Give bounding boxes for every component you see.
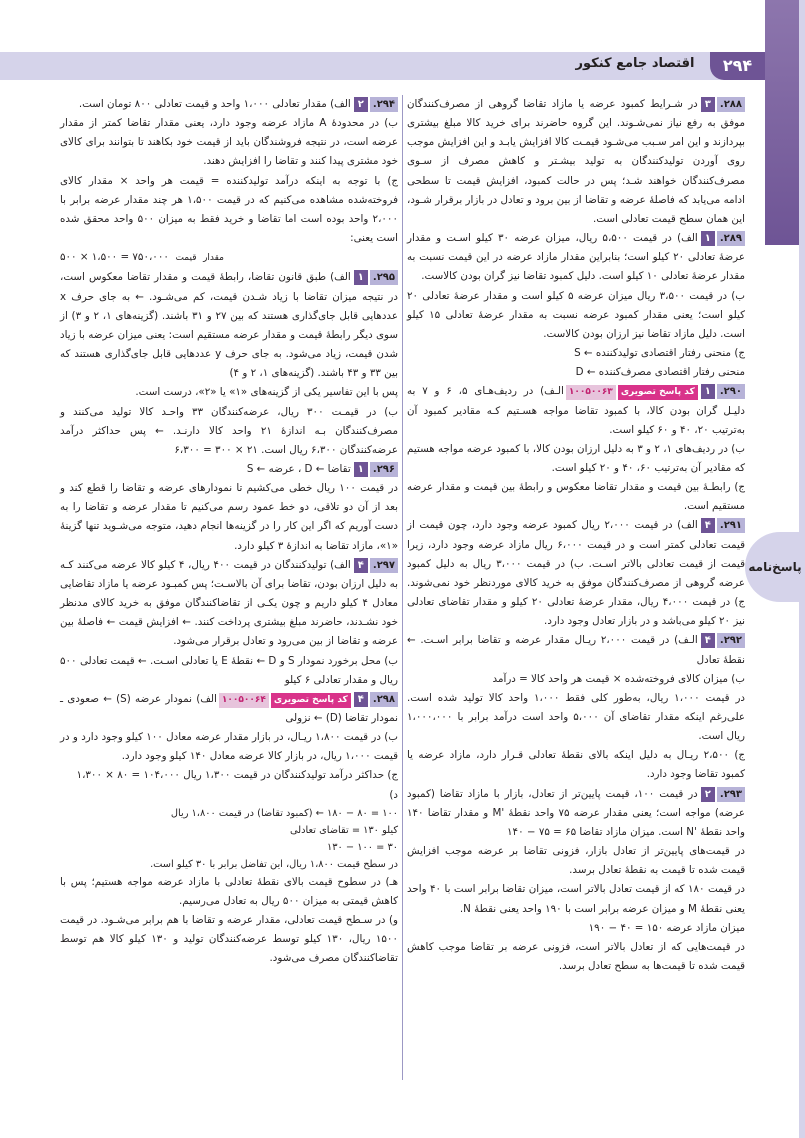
- answer-option: ۴: [354, 692, 368, 707]
- answer-option: ۴: [354, 558, 368, 573]
- answer-option: ۱: [354, 462, 368, 477]
- answer-291: ۲۹۱.۴الف) در قیمت ۲،۰۰۰ ریال کمبود عرضه وجود دارد، چون قیمت از قیمت تعادلی کمتر است و در قیمت ۶،۰۰۰ ریال مازاد عرضه وجود دارد، زیرا قیمت از قیمت تعادلی بالاتر اسـت. ب) در قیمت ۳،۰۰۰ ریال به دلیل کمبود عرضه گروهی از مصرف‌کنندگان موفق به خرید کالای موردنظر خود نمی‌شوند. ج) در قیمت ۴،۰۰۰ ریال، مقدار عرضهٔ تعادلی ۲۰ کیلو و مقدار تقاضای تعادلی نیز ۲۰ کیلو می‌باشد و در بازار تعادل وجود دارد.: [407, 519, 745, 628]
- visual-answer-code-label[interactable]: کد پاسخ تصویری: [271, 693, 351, 708]
- answer-option: ۴: [701, 518, 715, 533]
- question-number: ۲۹۰.: [717, 384, 745, 399]
- answer-295: ۲۹۵.۱الف) طبق قانون تقاضا، رابطهٔ قیمت و مقدار تقاضا معکوس است، در نتیجه میزان تقاضا با زیاد شـدن قیمت، کم می‌شـود. ← به جای حرف x عددهایی قابل جای‌گذاری هستند که بین ۲۷ و ۳۱ باشند. (گزینه‌های ۱، ۲ و ۳) از سوی دیگر رابطهٔ قیمت و مقدار عرضه مستقیم است: یعنی میزان عرضه با زیاد شدن قیمت، زیاد می‌شود. به جای حرف y عددهایی قابل جای‌گذاری هستند که بین ۳۳ و ۴۳ باشند. (گزینه‌های ۱، ۲ و ۴): [60, 271, 398, 380]
- answer-298: ۲۹۸.۴کد پاسخ تصویری۱۰۰۵۰۰۶۴الف) نمودار عرضه (S) ← صعودی ـ نمودار تقاضا (D) ← نزولی: [60, 692, 398, 724]
- paragraph: ب) در قیمت ۳،۵۰۰ ریال میزان عرضه ۵ کیلو است و مقدار عرضهٔ تعادلی ۲۰ کیلو است؛ یعنی مقدار کمبود عرضه نسبت به مقدار عرضهٔ تعادلی ۱۵ کیلو است. دلیل مازاد تقاضا نیز ارزان بودن کالاست.: [407, 289, 745, 340]
- question-number: ۲۹۵.: [370, 270, 398, 285]
- question-number: ۲۹۶.: [370, 462, 398, 477]
- answer-290: ۲۹۰.۱کد پاسخ تصویری۱۰۰۵۰۰۶۳الـف) در ردیف‌هـای ۵، ۶ و ۷ به دلیـل گران بودن کالا، با کمبود تقاضا مواجه هسـتیم کـه مقادیر کمبود آن به‌ترتیب ۲۰، ۴۰ و ۶۰ کیلو است.: [407, 385, 745, 436]
- answer-288: ۲۸۸.۳در شـرایط کمبود عرضه یا مازاد تقاضا گروهی از مصرف‌کنندگان موفق به رفع نیاز نمی‌شـوند. این گروه حاضرند برای خرید کالا مبلغ بیشتری بپردازند و این امر سـبب می‌شـود قیمـت کالا افزایش یابـد و این افزایش موجب روی آوردن تولیدکنندگان به تولید بیشـتر و کاهش مصرف از سـوی مصرف‌کنندگان خواهند شـد؛ پس در حالت کمبود، افزایش قیمت تا سطحی ادامه می‌یابد که فاصلهٔ عرضه و تقاضا از بین برود و تعادل در بازار برقرار شـود، این همان سطح قیمت تعادلی است.: [407, 98, 745, 225]
- answer-option: ۱: [701, 384, 715, 399]
- answer-289: ۲۸۹.۱الف) در قیمت ۵،۵۰۰ ریال، میزان عرضه ۳۰ کیلو اسـت و مقدار عرضهٔ تعادلی ۲۰ کیلو است؛ بنابراین مقدار مازاد عرضه در این قیمت نسبت به مقدار عرضهٔ تعادلی ۱۰ کیلو است. دلیل کمبود تقاضا نیز گران بودن کالاست.: [407, 232, 745, 283]
- answer-296: ۲۹۶.۱تقاضا ← D ، عرضه ← S: [60, 460, 398, 479]
- answer-option: ۲: [354, 97, 368, 112]
- paragraph: ج) رابطـهٔ بین قیمت و مقدار تقاضا معکوس و رابطهٔ بین قیمت و مقدار عرضه مستقیم است.: [407, 481, 745, 513]
- answer-option: ۱: [701, 231, 715, 246]
- answer-option: ۴: [701, 633, 715, 648]
- paragraph: منحنی رفتار اقتصادی مصرف‌کننده ← D: [575, 366, 745, 379]
- paragraph: ب) در قیمـت ۳۰۰ ریال، عرضه‌کنندگان ۳۳ واحـد کالا تولید می‌کنند و مصرف‌کنندگان بـه اندازهٔ ۲۱ واحد کالا دارنـد. ← پس حداکثر درآمد عرضه‌کنندگان ۶،۳۰۰ ریال است. ۲۱ × ۳۰۰ = ۶،۳۰۰: [60, 405, 399, 456]
- paragraph: در قیمت ۱،۰۰۰ ریال، به‌طور کلی فقط ۱،۰۰۰ واحد کالا تولید شده است. علی‌رغم اینکه مقدار تقاضای آن ۵،۰۰۰ واحد است درآمد برابر با ۱،۰۰۰،۰۰۰ ریال است.: [407, 691, 745, 743]
- paragraph: ب) در ردیف‌های ۱، ۲ و ۳ به دلیل ارزان بودن کالا، با کمبود عرضه مواجه هستیم که مقادیر آن به‌ترتیب ۶۰، ۴۰ و ۲۰ کیلو است.: [407, 442, 745, 474]
- answer-297: ۲۹۷.۴الف) تولیدکنندگان در قیمت ۴۰۰ ریال، ۴ کیلو کالا عرضه می‌کنند کـه به دلیل ارزان بودن، تقاضا برای آن بالاسـت؛ پس کمبـود عرضه یا مازاد تقاضایی معادل ۴ کیلو داریم و چون یکـی از تقاضاکنندگان موفق به خرید کالای مدنظر خود نشـدند، حاضرند مبلغ بیشتری پرداخت کنند. ← افزایش قیمت ← فاصلهٔ بین عرضه و تقاضا از بین می‌رود و تعادل برقرار می‌شود.: [60, 558, 398, 648]
- column-divider: [402, 95, 403, 1080]
- difference-equation-block: ۱۰۰ = ۸۰ − ۱۸۰ ← (کمبود تقاضا) در قیمت ۱،۸۰۰ ریال کیلو ۱۳۰ = تقاضای تعادلی ۳۰ = ۱۰۰ − ۱۳۰ در سطح قیمت ۱،۸۰۰ ریال، این تفاضل برابر با ۳۰ کیلو است.: [150, 807, 398, 870]
- paragraph: ج) منحنی رفتار اقتصادی تولیدکننده ← S: [574, 347, 745, 360]
- answer-option: ۱: [354, 270, 368, 285]
- paragraph: ب) در محدودهٔ A مازاد عرضه وجود دارد، یعنی مقدار تقاضا کمتر از مقدار عرضه است، در نتیجه فروشندگان باید از قیمت خود بکاهند تا بتوانند برای کالای خود مشتری پیدا کنند و تقاضا را افزایش دهند.: [60, 117, 398, 168]
- paragraph: پس با این تفاسیر یکی از گزینه‌های «۱» یا «۲»، درست است.: [135, 386, 398, 399]
- question-number: ۲۹۸.: [370, 692, 398, 707]
- left-column: [60, 95, 398, 969]
- question-number: ۲۹۲.: [717, 633, 745, 648]
- answer-292: ۲۹۲.۴الـف) در قیمت ۲،۰۰۰ ریـال مقدار عرضه و تقاضا برابر اسـت. ← نقطهٔ تعادل: [407, 634, 745, 666]
- question-number: ۲۹۳.: [717, 787, 745, 802]
- paragraph: ج) با توجه به اینکه درآمد تولیدکننده = قیمت هر واحد × مقدار کالای فروخته‌شده مشاهده می‌کنیم که در قیمت ۱،۵۰۰ هر چند مقدار عرضه برابر با ۲،۰۰۰ واحد بوده است اما تقاضا و خرید فقط به میزان ۵۰۰ واحد محقق شده است یعنی:: [60, 174, 398, 245]
- answer-294: ۲۹۴.۲الف) مقدار تعادلی ۱،۰۰۰ واحد و قیمت تعادلی ۸۰۰ تومان است.: [60, 95, 398, 114]
- paragraph: میزان مازاد عرضه ۱۵۰ = ۴۰ − ۱۹۰: [588, 921, 745, 934]
- paragraph: در قیمت ۱۰۰ ریال خطی می‌کشیم تا نمودارهای عرضه و تقاضا را قطع کند و بعد از آن دو تلاقی، دو خط عمود رسم می‌کنیم تا مقدار عرضه و تقاضا را به دست آوریم که اگر این کار را در گزینه‌ها انجام دهید، متوجه می‌شـوید تنها گزینهٔ «۱»، مازاد تقاضا به اندازهٔ ۳ کیلو دارد.: [60, 482, 399, 552]
- paragraph: هـ) در سطوح قیمت بالای نقطهٔ تعادلی با مازاد عرضه مواجه هستیم؛ پس با کاهش قیمتی به میزان ۵۰۰ ریال به تعادل می‌رسیم.: [60, 875, 398, 907]
- question-number: ۲۹۷.: [370, 558, 398, 573]
- paragraph: د): [389, 788, 398, 801]
- paragraph: ب) در قیمت ۱،۸۰۰ ریـال، در بازار مقدار عرضه معادل ۱۰۰ کیلو وجود دارد و در قیمت ۱،۰۰۰ ریال، در بازار کالا عرضه معادل ۱۴۰ کیلو وجود دارد.: [60, 731, 398, 763]
- paragraph: در قیمت ۱۸۰ که از قیمت تعادل بالاتر است، میزان تقاضا برابر است با ۴۰ واحد یعنی نقطهٔ M و میزان عرضه برابر است با ۱۹۰ واحد یعنی نقطهٔ N.: [407, 883, 745, 915]
- question-number: ۲۸۹.: [717, 231, 745, 246]
- equation-label-quantity: مقدار: [203, 253, 225, 264]
- answer-option: ۲: [701, 787, 715, 802]
- answer-key-tab: پاسخ‌نامه: [745, 532, 805, 602]
- right-column: [407, 95, 745, 976]
- paragraph: ج) حداکثر درآمد تولیدکنندگان در قیمت ۱،۳۰۰ ریال ۱۰۴،۰۰۰ = ۸۰ × ۱،۳۰۰: [76, 769, 398, 782]
- answer-option: ۳: [701, 97, 715, 112]
- revenue-equation: ۵۰۰ × ۱،۵۰۰ = ۷۵۰،۰۰۰ مقدار قیمت: [60, 251, 225, 264]
- question-number: ۲۸۸.: [717, 97, 745, 112]
- visual-answer-code: ۱۰۰۵۰۰۶۴: [219, 693, 269, 708]
- book-title: اقتصاد جامع کنکور: [575, 56, 695, 71]
- paragraph: ب) میزان کالای فروخته‌شده × قیمت هر واحد کالا = درآمد: [492, 672, 745, 685]
- visual-answer-code-label[interactable]: کد پاسخ تصویری: [618, 385, 698, 400]
- visual-answer-code: ۱۰۰۵۰۰۶۳: [566, 385, 616, 400]
- equation-label-price: قیمت: [175, 253, 197, 264]
- paragraph: در قیمت‌های پایین‌تر از تعادل بازار، فزونی تقاضا بر عرضه موجب افزایش قیمت شده تا قیمت به نقطهٔ تعادل برسد.: [407, 845, 745, 877]
- page-number: ۲۹۴: [710, 52, 765, 80]
- question-number: ۲۹۱.: [717, 518, 745, 533]
- question-number: ۲۹۴.: [370, 97, 398, 112]
- answer-293: ۲۹۳.۲در قیمت ۱۰۰، قیمت پایین‌تر از تعادل، بازار با مازاد تقاضا (کمبود عرضه) مواجه است؛ یعنی مقدار عرضه ۷۵ واحد نقطهٔ 'M و مقدار تقاضا ۱۴۰ واحد نقطهٔ 'N است. میزان مازاد تقاضا ۶۵ = ۷۵ − ۱۴۰: [407, 787, 745, 838]
- paragraph: و) در سـطح قیمت تعادلی، مقدار عرضه و تقاضا با هم برابر می‌شـود. در قیمت ۱۵۰۰ ریال، ۱۳۰ کیلو توسط عرضه‌کنندگان تولید و ۱۳۰ کیلو کالا هم توسط تقاضاکنندگان مصرف می‌شود.: [60, 914, 398, 965]
- paragraph: در قیمت‌هایی که از تعادل بالاتر است، فزونی عرضه بر تقاضا موجب کاهش قیمت شده تا قیمت‌ها به سطح تعادل برسد.: [407, 940, 745, 973]
- paragraph: ب) محل برخورد نمودار S و D ← نقطهٔ E یا تعادلی اسـت. ← قیمت تعادلی ۵۰۰ ریال و مقدار تعادلی ۶ کیلو: [60, 654, 398, 686]
- paragraph: ج) ۲،۵۰۰ ریـال به دلیل اینکه بالای نقطهٔ تعادلی قـرار دارد، مازاد عرضه یا کمبود تقاضا وجود دارد.: [407, 749, 745, 781]
